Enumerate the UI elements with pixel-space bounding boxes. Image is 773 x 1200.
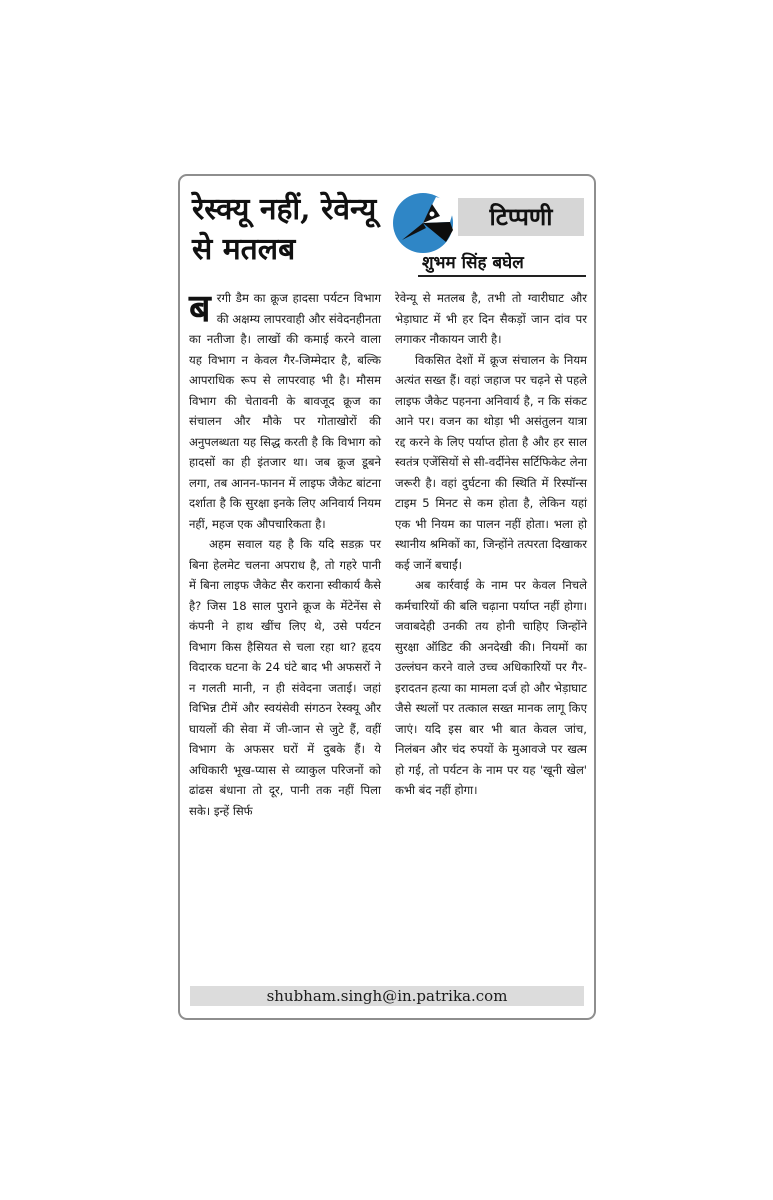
section-label: टिप्पणी (458, 198, 584, 236)
paragraph: विकसित देशों में क्रूज संचालन के नियम अत्यंत सख्त हैं। वहां जहाज पर चढ़ने से पहले लाइफ जैकेट पहनना अनिवार्य है, न कि संकट आने पर। वजन का थोड़ा भी असंतुलन यात्रा रद्द करने के लिए पर्याप्त होता है और हर साल स्वतंत्र एजेंसियों से सी-वर्दीनेस सर्टिफिकेट लेना जरूरी है। वहां दुर्घटना की स्थिति में रिस्पॉन्स टाइम 5 मिनट से कम होता है, लेकिन यहां एक भी नियम का पालन नहीं होता। भला हो स्थानीय श्रमिकों का, जिन्होंने तत्परता दिखाकर कई जानें बचाईं। (395, 352, 587, 572)
author-byline: शुभम सिंह बघेल (422, 253, 524, 273)
fountain-pen-nib-icon (392, 192, 454, 254)
column-right (395, 288, 587, 821)
paragraph-text: रगी डैम का क्रूज हादसा पर्यटन विभाग की अक्षम्य लापरवाही और संवेदनहीनता का नतीजा है। लाखों की कमाई करने वाला यह विभाग न केवल गैर-जिम्मेदार है, बल्कि आपराधिक रूप से लापरवाह भी है। मौसम विभाग की चेतावनी के बावजूद क्रूज का संचालन और मौके पर गोताखोरों की अनुपलब्धता यह सिद्ध करती है कि विभाग को हादसों का ही इंतजार था। जब क्रूज डूबने लगा, तब आनन-फानन में लाइफ जैकेट बांटना दर्शाता है कि सुरक्षा इनके लिए अनिवार्य नियम नहीं, महज एक औपचारिकता है। (189, 291, 381, 531)
author-email[interactable]: shubham.singh@in.patrika.com (190, 986, 584, 1006)
column-left (189, 285, 381, 821)
drop-cap: ब (189, 285, 211, 330)
paragraph: रेवेन्यू से मतलब है, तभी तो ग्वारीघाट और भेड़ाघाट में भी हर दिन सैकड़ों जान दांव पर लगाकर नौकायन जारी है। (395, 291, 587, 346)
headline: रेस्क्यू नहीं, रेवेन्यू से मतलब (192, 192, 377, 267)
byline-divider (418, 275, 586, 277)
paragraph: अहम सवाल यह है कि यदि सडक़ पर बिना हेलमेट चलना अपराध है, तो गहरे पानी में बिना लाइफ जैकेट सैर कराना स्वीकार्य कैसे है? जिस 18 साल पुराने क्रूज के मेंटेनेंस से कंपनी ने हाथ खींच लिए थे, उसे पर्यटन विभाग किस हैसियत से चला रहा था? हृदय विदारक घटना के 24 घंटे बाद भी अफसरों ने न गलती मानी, न ही संवेदना जताई। जहां विभिन्न टीमें और स्वयंसेवी संगठन रेस्क्यू और घायलों की सेवा में जी-जान से जुटे हैं, वहीं विभाग के अफसर घरों में दुबके हैं। ये अधिकारी भूख-प्यास से व्याकुल परिजनों को ढांढस बंधाना तो दूर, पानी तक नहीं पिला सके। इन्हें सिर्फ (189, 537, 381, 818)
article-clipping (178, 174, 596, 1020)
article-body (189, 285, 587, 821)
paragraph (189, 285, 381, 534)
paragraph: अब कार्रवाई के नाम पर केवल निचले कर्मचारियों की बलि चढ़ाना पर्याप्त नहीं होगा। जवाबदेही उनकी तय होनी चाहिए जिन्होंने सुरक्षा ऑडिट की अनदेखी की। नियमों का उल्लंघन करने वाले उच्च अधिकारियों पर गैर-इरादतन हत्या का मामला दर्ज हो और भेड़ाघाट जैसे स्थलों पर तत्काल सख्त मानक लागू किए जाएं। यदि इस बार भी बात केवल जांच, निलंबन और चंद रुपयों के मुआवजे पर खत्म हो गई, तो पर्यटन के नाम पर यह 'खूनी खेल' कभी बंद नहीं होगा। (395, 578, 587, 797)
